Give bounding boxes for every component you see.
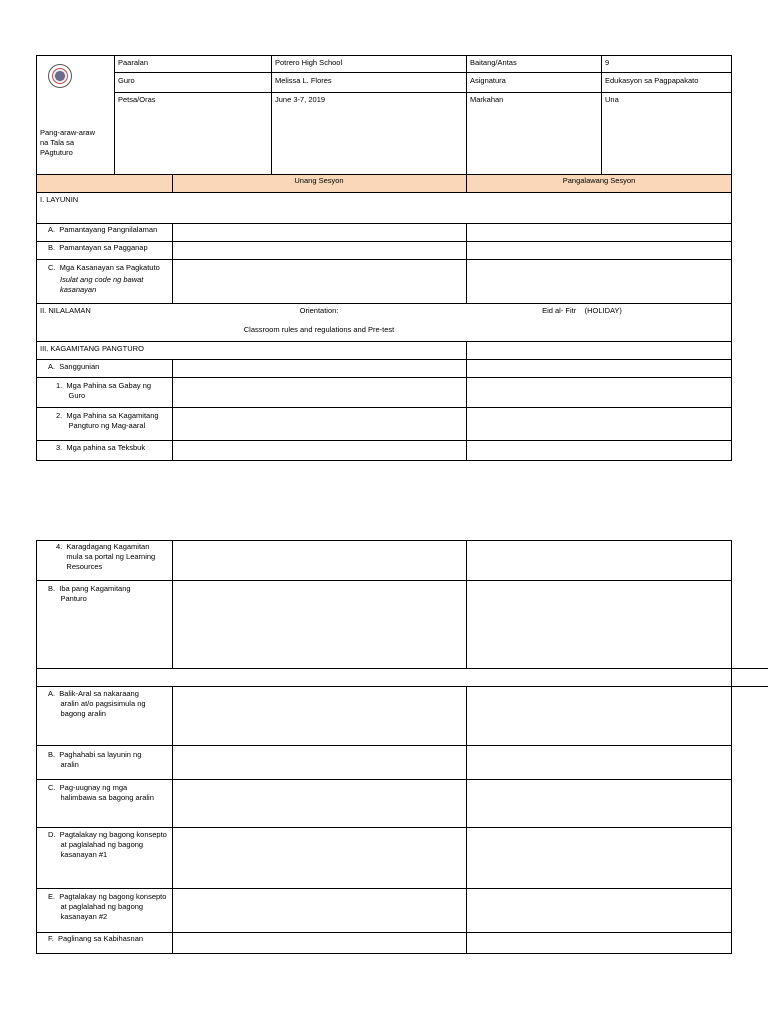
- paglinang-label: F. Paglinang sa Kabihasnan: [48, 934, 144, 943]
- petsa-value: June 3-7, 2019: [275, 95, 326, 104]
- paghahabi-label: B. Paghahabi sa layunin ng aralin: [48, 750, 142, 769]
- layunin-heading: I. LAYUNIN: [40, 195, 79, 204]
- pamantayang-pangnilalaman-label: A. Pamantayang Pangnilalaman: [48, 225, 158, 234]
- teksbuk-label: 3. Mga pahina sa Teksbuk: [56, 443, 146, 452]
- gabay-label: 1. Mga Pahina sa Gabay ng Guro: [56, 381, 152, 400]
- pag-uugnay-label: C. Pag-uugnay ng mga halimbawa sa bagong aralin: [48, 783, 154, 802]
- asignatura-label: Asignatura: [470, 76, 506, 85]
- karagdagang-kagamitan-label: 4. Karagdagang Kagamitan mula sa portal ng Learning Resources: [56, 542, 156, 571]
- pagtalakay-2-label: E. Pagtalakay ng bagong konsepto at paglalahad ng bagong kasanayan #2: [48, 892, 167, 921]
- deped-seal-logo: [48, 64, 72, 88]
- markahan-value: Una: [605, 95, 619, 104]
- paaralan-label: Paaralan: [118, 58, 149, 67]
- iba-pang-kagamitan-label: B. Iba pang Kagamitang Panturo: [48, 584, 131, 603]
- second-session-header: Pangalawang Sesyon: [562, 176, 636, 185]
- asignatura-value: Edukasyon sa Pagpapakato: [605, 76, 699, 85]
- petsa-label: Petsa/Oras: [118, 95, 156, 104]
- nilalaman-second: Eid al- Fitr (HOLIDAY): [542, 306, 622, 315]
- nilalaman-heading: II. NILALAMAN: [40, 306, 91, 315]
- kasanayan-note: Isulat ang code ng bawat kasanayan: [60, 275, 144, 294]
- kagamitang-pangturo-label: 2. Mga Pahina sa Kagamitang Pangturo ng Mag-aaral: [56, 411, 159, 430]
- nilalaman-first-line-1: Orientation:: [299, 306, 339, 315]
- guro-value: Melissa L. Flores: [275, 76, 332, 85]
- paaralan-value: Potrero High School: [275, 58, 343, 67]
- kagamitan-heading: III. KAGAMITANG PANGTURO: [40, 344, 144, 353]
- kasanayan-pagkatuto-label: C. Mga Kasanayan sa Pagkatuto: [48, 263, 160, 272]
- first-session-header: Unang Sesyon: [294, 176, 344, 185]
- baitang-value: 9: [605, 58, 610, 67]
- form-title: Pang-araw-araw na Tala sa PAgtuturo: [40, 128, 96, 157]
- guro-label: Guro: [118, 76, 135, 85]
- pagtalakay-1-label: D. Pagtalakay ng bagong konsepto at paglalahad ng bagong kasanayan #1: [48, 830, 167, 859]
- pamantayan-pagganap-label: B. Pamantayan sa Pagganap: [48, 243, 148, 252]
- sanggunian-label: A. Sanggunian: [48, 362, 100, 371]
- balik-aral-label: A. Balik-Aral sa nakaraang aralin at/o pagsisimula ng bagong aralin: [48, 689, 146, 718]
- markahan-label: Markahan: [470, 95, 504, 104]
- nilalaman-first-line-2: Classroom rules and regulations and Pre-test: [243, 325, 395, 334]
- baitang-label: Baitang/Antas: [470, 58, 517, 67]
